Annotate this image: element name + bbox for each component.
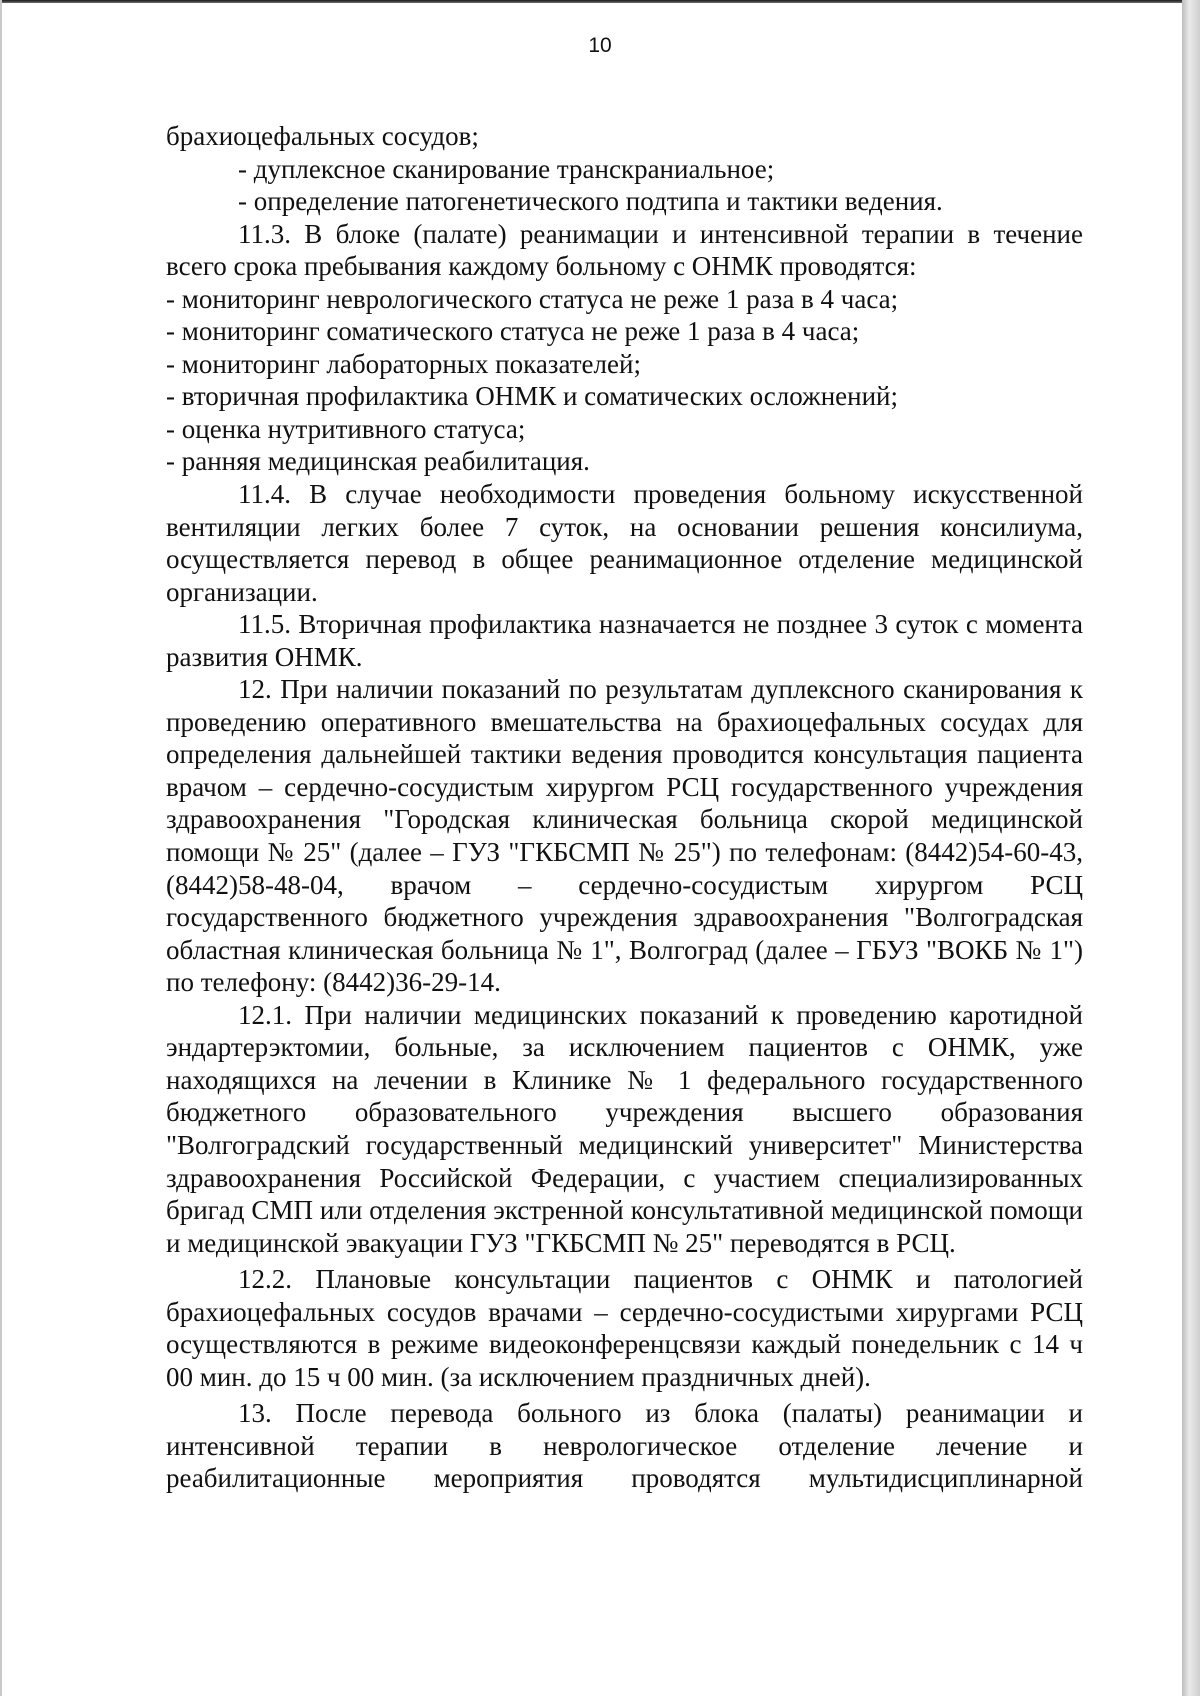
list-item-secondary-prevention: - вторичная профилактика ОНМК и соматических осложнений; [166,381,898,412]
scan-left-edge [0,0,2,1696]
list-item-early-rehab: - ранняя медицинская реабилитация. [166,446,590,477]
list-item-duplex-transcranial: - дуплексное сканирование транскраниальное; [238,153,775,184]
list-item-nutrition: - оценка нутритивного статуса; [166,413,526,444]
list-item-neuro-monitoring: - мониторинг неврологического статуса не реже 1 раза в 4 часа; [166,283,899,314]
list-item-lab-monitoring: - мониторинг лабораторных показателей; [166,348,641,379]
list-item-pathogenetic-subtype: - определение патогенетического подтипа и тактики ведения. [238,186,943,217]
scan-right-edge [1182,0,1200,1696]
paragraph-11-5: 11.5. Вторичная профилактика назначается не позднее 3 суток с момента развития ОНМК. [166,609,1083,672]
list-item-somatic-monitoring: - мониторинг соматического статуса не реже 1 раза в 4 часа; [166,316,860,347]
paragraph-13: 13. После перевода больного из блока (палаты) реанимации и интенсивной терапии в неврологическое отделение лечение и реабилитационные мероприятия проводятся мультидисциплинарной [166,1398,1083,1494]
document-body [166,120,1083,1495]
paragraph-12-1: 12.1. При наличии медицинских показаний к проведению каротидной эндартерэктомии, больные, за исключением пациентов с ОНМК, уже находящихся на лечении в Клинике № 1 федерального государственного бюджетного образовательного учреждения высшего образования "Волгоградский государственный медицинский университет" Министерства здравоохранения Российской Федерации, с участием специализированных бригад СМП или отделения экстренной консультативной медицинской помощи и медицинской эвакуации ГУЗ "ГКБСМП № 25" переводятся в РСЦ. [166,999,1083,1258]
page-number: 10 [588,34,612,57]
paragraph-12-2: 12.2. Плановые консультации пациентов с ОНМК и патологией брахиоцефальных сосудов врачами – сердечно-сосудистыми хирургами РСЦ осуществляются в режиме видеоконференцсвязи каждый понедельник с 14 ч 00 мин. до 15 ч 00 мин. (за исключением праздничных дней). [166,1264,1083,1392]
paragraph-11-4: 11.4. В случае необходимости проведения больному искусственной вентиляции легких более 7 суток, на основании решения консилиума, осуществляется перевод в общее реанимационное отделение медицинской организации. [166,479,1083,607]
paragraph-12: 12. При наличии показаний по результатам дуплексного сканирования к проведению оперативного вмешательства на брахиоцефальных сосудах для определения дальнейшей тактики ведения проводится консультация пациента врачом – сердечно-сосудистым хирургом РСЦ государственного учреждения здравоохранения "Городская клиническая больница скорой медицинской помощи № 25" (далее – ГУЗ "ГКБСМП № 25") по телефонам: (8442)54-60-43, (8442)58-48-04, врачом – сердечно-сосудистым хирургом РСЦ государственного бюджетного учреждения здравоохранения "Волгоградская областная клиническая больница № 1", Волгоград (далее – ГБУЗ "ВОКБ № 1") по телефону: (8442)36-29-14. [166,674,1083,998]
paragraph-continuation: брахиоцефальных сосудов; [166,121,479,151]
scan-top-edge [0,0,1200,3]
paragraph-11-3: 11.3. В блоке (палате) реанимации и интенсивной терапии в течение всего срока пребывания каждому больному с ОНМК проводятся: [166,218,1083,282]
